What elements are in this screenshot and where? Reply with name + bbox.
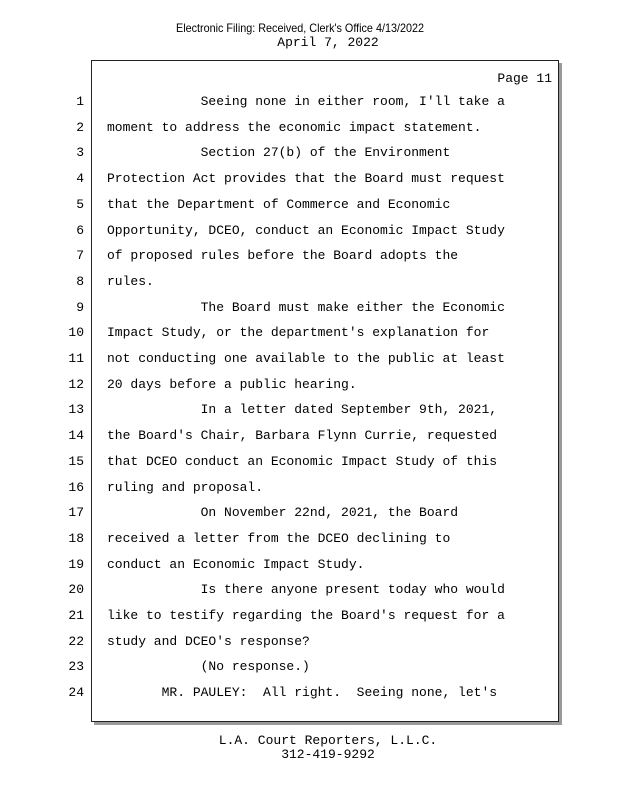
line-text: the Board's Chair, Barbara Flynn Currie, requested [107, 428, 498, 443]
line-text: received a letter from the DCEO declining to [107, 531, 451, 546]
line-number: 4 [76, 171, 84, 186]
line-number: 5 [76, 197, 84, 212]
line-text: not conducting one available to the public at least [107, 351, 505, 366]
line-text: On November 22nd, 2021, the Board [107, 505, 459, 520]
line-text: Seeing none in either room, I'll take a [107, 94, 505, 109]
line-text: of proposed rules before the Board adopts the [107, 248, 459, 263]
line-text: Opportunity, DCEO, conduct an Economic Impact Study [107, 223, 505, 238]
line-number: 21 [68, 608, 84, 623]
page-number: Page 11 [497, 71, 552, 86]
line-text: Section 27(b) of the Environment [107, 145, 451, 160]
line-text: Protection Act provides that the Board must request [107, 171, 505, 186]
line-number: 11 [68, 351, 84, 366]
reporter-company: L.A. Court Reporters, L.L.C. [218, 733, 438, 748]
line-number: 17 [68, 505, 84, 520]
line-text: conduct an Economic Impact Study. [107, 557, 365, 572]
line-text: that DCEO conduct an Economic Impact Study of this [107, 454, 498, 469]
line-number: 10 [68, 325, 84, 340]
line-number: 12 [68, 377, 84, 392]
line-number: 14 [68, 428, 84, 443]
line-text: MR. PAULEY: All right. Seeing none, let's [107, 685, 498, 700]
line-number: 1 [76, 94, 84, 109]
line-number: 24 [68, 685, 84, 700]
line-number: 6 [76, 223, 84, 238]
line-number: 13 [68, 402, 84, 417]
line-number: 15 [68, 454, 84, 469]
line-text: study and DCEO's response? [107, 634, 310, 649]
line-number: 19 [68, 557, 84, 572]
line-number: 9 [76, 300, 84, 315]
line-number: 22 [68, 634, 84, 649]
line-text: that the Department of Commerce and Economic [107, 197, 451, 212]
line-text: Is there anyone present today who would [107, 582, 505, 597]
line-text: 20 days before a public hearing. [107, 377, 357, 392]
line-number: 3 [76, 145, 84, 160]
line-number: 18 [68, 531, 84, 546]
line-number: 20 [68, 582, 84, 597]
transcript-date: April 7, 2022 [277, 35, 379, 50]
line-text: Impact Study, or the department's explanation for [107, 325, 490, 340]
line-text: ruling and proposal. [107, 480, 264, 495]
line-number: 8 [76, 274, 84, 289]
line-number: 7 [76, 248, 84, 263]
line-text: rules. [107, 274, 154, 289]
reporter-phone: 312-419-9292 [281, 747, 375, 762]
line-number: 23 [68, 659, 84, 674]
line-text: In a letter dated September 9th, 2021, [107, 402, 498, 417]
line-text: The Board must make either the Economic [107, 300, 505, 315]
line-text: (No response.) [107, 659, 310, 674]
line-text: like to testify regarding the Board's request for a [107, 608, 505, 623]
filing-stamp: Electronic Filing: Received, Clerk's Office 4/13/2022 [176, 21, 424, 35]
line-number: 2 [76, 120, 84, 135]
line-text: moment to address the economic impact statement. [107, 120, 482, 135]
line-number: 16 [68, 480, 84, 495]
